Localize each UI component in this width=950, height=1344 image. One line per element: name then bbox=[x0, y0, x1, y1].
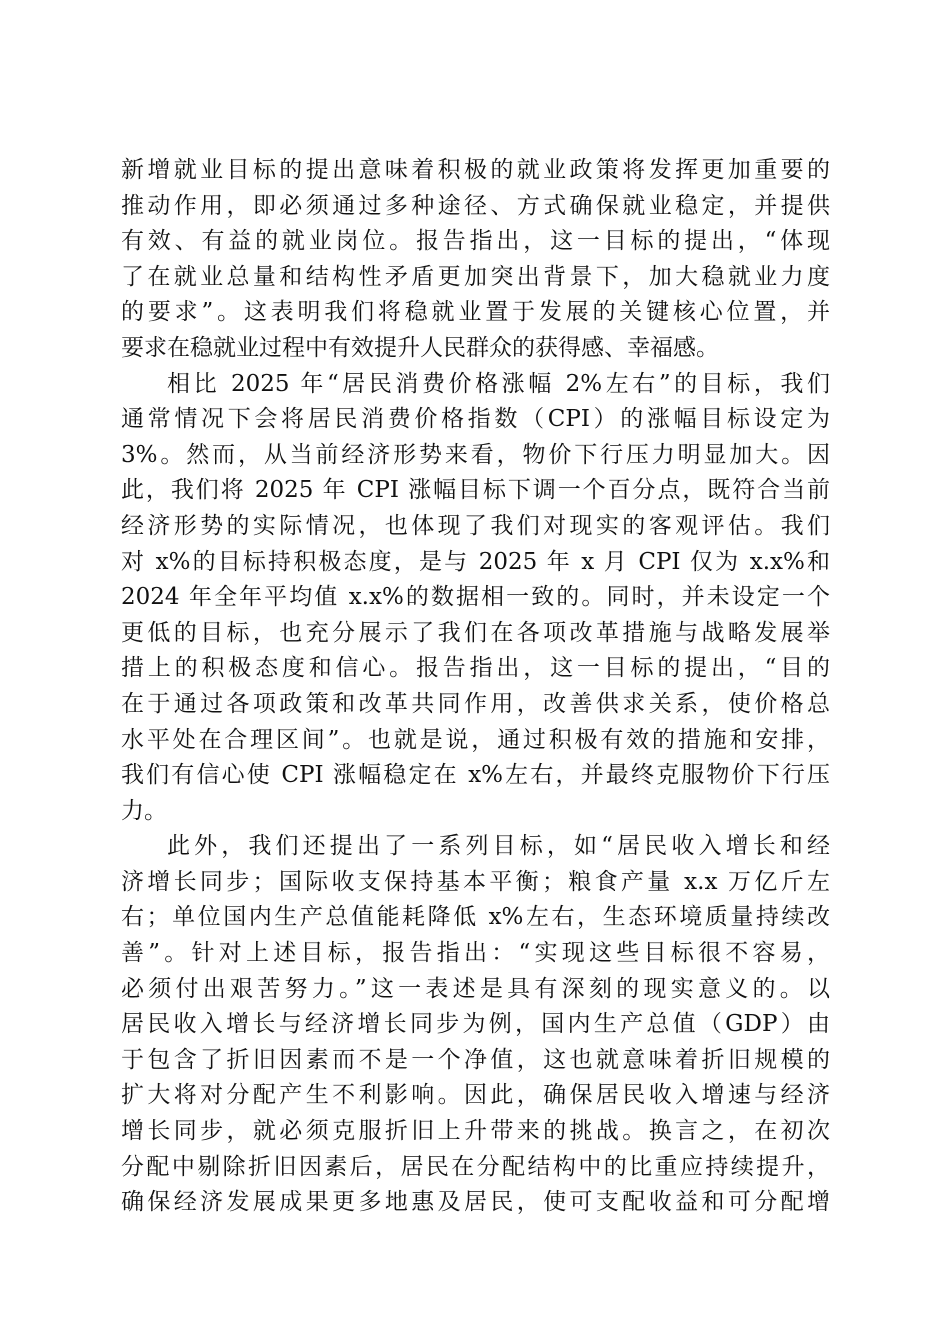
text-line: 相比 2025 年“居民消费价格涨幅 2%左右”的目标，我们 bbox=[167, 370, 830, 397]
text-line: 对 x%的目标持积极态度，是与 2025 年 x 月 CPI 仅为 x.x%和 bbox=[121, 548, 830, 575]
text-line: 必须付出艰苦努力。”这一表述是具有深刻的现实意义的。以 bbox=[121, 975, 830, 1002]
text-line: 济增长同步；国际收支保持基本平衡；粮食产量 x.x 万亿斤左 bbox=[121, 868, 830, 895]
text-line: 推动作用，即必须通过多种途径、方式确保就业稳定，并提供 bbox=[121, 192, 830, 219]
paragraph-other-targets bbox=[121, 829, 830, 1221]
text-line: 的要求”。这表明我们将稳就业置于发展的关键核心位置，并 bbox=[121, 299, 830, 326]
text-line: 3%。然而，从当前经济形势来看，物价下行压力明显加大。因 bbox=[121, 441, 830, 468]
paragraph-cpi bbox=[121, 367, 830, 830]
text-line: 此，我们将 2025 年 CPI 涨幅目标下调一个百分点，既符合当前 bbox=[121, 477, 830, 504]
text-line: 我们有信心使 CPI 涨幅稳定在 x%左右，并最终克服物价下行压 bbox=[121, 762, 830, 789]
text-line: 扩大将对分配产生不利影响。因此，确保居民收入增速与经济 bbox=[121, 1082, 830, 1109]
text-line: 要求在稳就业过程中有效提升人民群众的获得感、幸福感。 bbox=[121, 334, 719, 361]
text-line: 分配中剔除折旧因素后，居民在分配结构中的比重应持续提升， bbox=[121, 1153, 830, 1180]
text-line: 了在就业总量和结构性矛盾更加突出背景下，加大稳就业力度 bbox=[121, 263, 830, 290]
text-line: 有效、有益的就业岗位。报告指出，这一目标的提出，“体现 bbox=[121, 228, 830, 255]
text-line: 居民收入增长与经济增长同步为例，国内生产总值（GDP）由 bbox=[121, 1011, 830, 1038]
paragraph-employment bbox=[121, 153, 830, 367]
text-line: 2024 年全年平均值 x.x%的数据相一致的。同时，并未设定一个 bbox=[121, 584, 830, 611]
text-line: 新增就业目标的提出意味着积极的就业政策将发挥更加重要的 bbox=[121, 157, 830, 183]
document-body bbox=[121, 153, 830, 1221]
text-line: 善”。针对上述目标，报告指出：“实现这些目标很不容易， bbox=[121, 940, 830, 967]
text-line: 力。 bbox=[121, 797, 167, 824]
text-line: 更低的目标，也充分展示了我们在各项改革措施与战略发展举 bbox=[121, 619, 830, 646]
text-line: 经济形势的实际情况，也体现了我们对现实的客观评估。我们 bbox=[121, 512, 830, 539]
text-line: 在于通过各项政策和改革共同作用，改善供求关系，使价格总 bbox=[121, 690, 830, 717]
text-line: 措上的积极态度和信心。报告指出，这一目标的提出，“目的 bbox=[121, 655, 830, 682]
text-line: 增长同步，就必须克服折旧上升带来的挑战。换言之，在初次 bbox=[121, 1118, 830, 1145]
text-line: 通常情况下会将居民消费价格指数（CPI）的涨幅目标设定为 bbox=[121, 406, 830, 433]
text-line: 此外，我们还提出了一系列目标，如“居民收入增长和经 bbox=[167, 833, 830, 860]
text-line: 右；单位国内生产总值能耗降低 x%左右，生态环境质量持续改 bbox=[121, 904, 830, 931]
text-line: 于包含了折旧因素而不是一个净值，这也就意味着折旧规模的 bbox=[121, 1046, 830, 1073]
text-line: 确保经济发展成果更多地惠及居民，使可支配收益和可分配增 bbox=[121, 1189, 830, 1216]
text-line: 水平处在合理区间”。也就是说，通过积极有效的措施和安排， bbox=[121, 726, 830, 753]
